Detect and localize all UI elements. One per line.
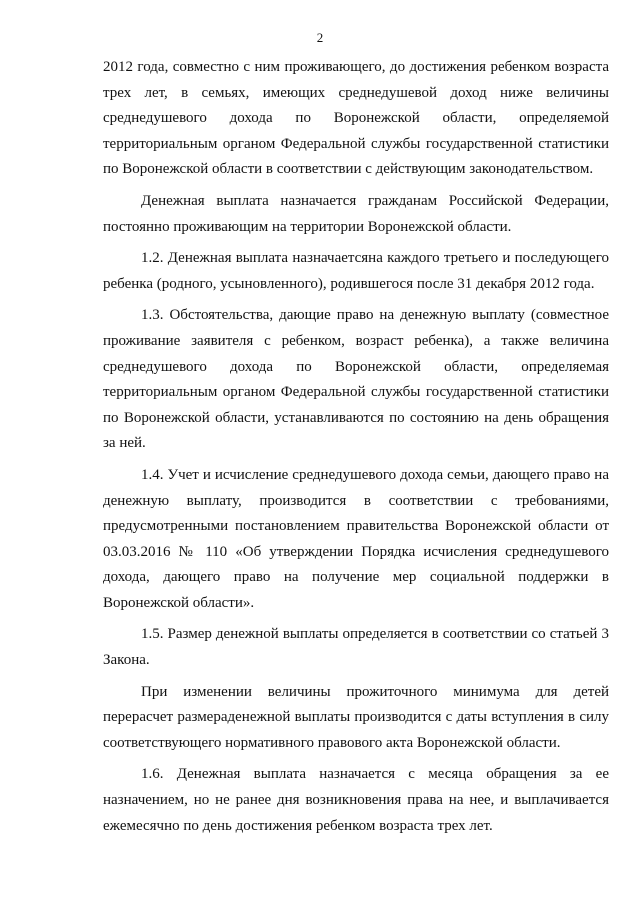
- document-body: [103, 55, 609, 845]
- page-number: 2: [316, 30, 324, 45]
- paragraph-1-4: 1.4. Учет и исчисление среднедушевого дохода семьи, дающего право на денежную выплату, производится в соответствии с требованиями, предусмотренными постановлением правительства Воронежской области от 03.03.2016 № 110 «Об утверждении Порядка исчисления среднедушевого дохода, дающего право на получение мер социальной поддержки в Воронежской области».: [103, 466, 609, 611]
- paragraph-recalculation: При изменении величины прожиточного минимума для детей перерасчет размераденежной выплаты производится с даты вступления в силу соответствующего нормативного правового акта Воронежской области.: [103, 683, 609, 751]
- paragraph-continuation: 2012 года, совместно с ним проживающего, до достижения ребенком возраста трех лет, в семьях, имеющих среднедушевой доход ниже величины среднедушевого дохода по Воронежской области, определяемой территориальным органом Федеральной службы государственной статистики по Воронежской области в соответствии с действующим законодательством.: [103, 59, 609, 178]
- paragraph-1-6: 1.6. Денежная выплата назначается с месяца обращения за ее назначением, но не ранее дня возникновения права на нее, и выплачивается ежемесячно по день достижения ребенком возраста трех лет.: [103, 766, 609, 834]
- paragraph-eligibility: Денежная выплата назначается гражданам Российской Федерации, постоянно проживающим на территории Воронежской области.: [103, 192, 609, 235]
- paragraph-1-3: 1.3. Обстоятельства, дающие право на денежную выплату (совместное проживание заявителя с ребенком, возраст ребенка), а также величина среднедушевого дохода по Воронежской области, определяемая территориальным органом Федеральной службы государственной статистики по Воронежской области, устанавливаются по состоянию на день обращения за ней.: [103, 307, 609, 452]
- paragraph-1-2: 1.2. Денежная выплата назначаетсяна каждого третьего и последующего ребенка (родного, усыновленного), родившегося после 31 декабря 2012 года.: [103, 250, 609, 292]
- paragraph-1-5: 1.5. Размер денежной выплаты определяется в соответствии со статьей 3 Закона.: [103, 626, 609, 669]
